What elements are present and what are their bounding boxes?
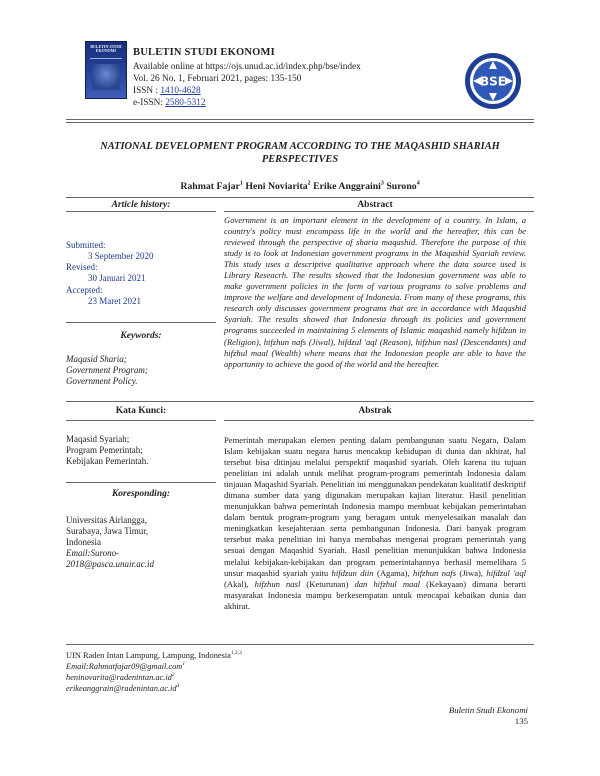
- keyword-3: Government Policy.: [66, 376, 138, 386]
- footnote-email-3: $erikeanggrain@radenintan.ac.id^3$: [66, 683, 180, 693]
- eissn-label: e-ISSN:: [133, 98, 166, 108]
- footer-journal-name: Buletin Studi Ekonomi: [448, 705, 528, 715]
- journal-eissn: [133, 97, 206, 109]
- header-rule: [66, 119, 534, 120]
- journal-volume: Vol. 26 No. 1, Februari 2021, pages: 135-150: [133, 74, 302, 84]
- koresponding-email-1: Email:Surono-: [66, 548, 120, 558]
- section-rule-mid: [66, 401, 534, 402]
- koresponding-line-1: Universitas Airlangga,: [66, 515, 147, 525]
- kata-kunci-2: Program Pemerintah;: [66, 445, 143, 455]
- abstrak-text: Pemerintah merupakan elemen penting dalam pembangunan suatu Negara, Dalam Islam kebijakan suatu negara harus mencakup kehidupan di dunia dan akhirat, hal tersebut bisa ditinjau melalui perspektif maqashid syariah. Oleh karena itu tujuan penelitian ini adalah untuk melihat program-program pemerintah Indonesia dalam tinjauan Maqashid Syariah. Penelitian ini menggunakan pendekatan kualitatif deskriptif dimana sumber data yang digunakan merupakan kajian literatur. Hasil penelitian menunjukkan bahwa pemerintah Indonesia mampu membuat kebijakan pemerintahan dalam bentuk program-program yang beragam untuk menyelesaikan masalah dan meningkatkan kesejahteraan serta pembangunan Indonesia. Dari banyak program tersebut maka penelitian ini hanya membahas mengenai program pemerintah yang sesuai dengan Maqashid Syariah. Hasil penelitian menunjukkan bahwa Indonesia melalui kebijakan-kebijakan dan program pemerintahannya berhasil memelihara 5 unsur maqashid syariah yaitu hifdzun diin (Agama), hifzhun nafs (Jiwa), hifdzul 'aql (Akal), hifzhun nasl (Keturunan) dan hifzhul maal (Kekayaan) dimana berarti masyarakat Indonesia mampu berkesempatan untuk mencapai kebaikan dunia dan akhirat.: [224, 435, 527, 611]
- koresponding-line-2: Surabaya, Jawa Timur,: [66, 526, 149, 536]
- keyword-1: Maqasid Sharia;: [66, 354, 127, 364]
- koresponding-line-3: Indonesia: [66, 537, 101, 547]
- issn-label: ISSN :: [133, 86, 161, 96]
- abstract-heading: Abstract: [357, 200, 393, 210]
- kata-kunci-1: Maqasid Syariah;: [66, 434, 130, 444]
- author-list: [66, 181, 534, 192]
- page-number: 135: [514, 716, 528, 726]
- footnote-email-2: $heninovarita@radenintan.ac.id^2$: [66, 672, 175, 682]
- accepted-date: 23 Maret 2021: [88, 296, 141, 306]
- abstrak-rule: [224, 420, 534, 421]
- abstract-text: Government is an important element in the development of a country. In Islam, a country's policy must encompass life in the world and the hereafter, this can be reviewed through the perspective of sharia maqashid. Therefore the purpose of this study is to look at Indonesian government programs in the Maqashid Syariah review. This study uses a descriptive qualitative approach where the data source used is Library Reseacrh. The results showed that the Indonesian government was able to make government policies in the form of various programs to solve problems and improve the welfare and development of Indonesia. From many of these programs, this research only discusses government programs that are in accordance with Maqashid Syariah. The results showed that Indonesia through its policies and government programs succeeded in maintaining 5 elements of Islamic maqashid namely hifdzun in (Religion), hifzhun nafs (Jiwal), hifdzul 'aql (Reason), hifzhun nasl (Descendants) and hifzhul maal (Wealth) where means that the Indonesian people are able to have the opportunity to achieve the good of the world and the hereafter.: [224, 215, 526, 369]
- journal-available-online: Available online at https://ojs.unud.ac.id/index.php/bse/index: [133, 62, 361, 72]
- abstrak-heading: Abstrak: [358, 406, 392, 416]
- footnote-affiliation: UIN Raden Intan Lampung, Lampung, Indonesia$^{1,2,3}$: [66, 650, 242, 660]
- kata-kunci-3: Kebijakan Pemerintah.: [66, 456, 149, 466]
- paper-title: NATIONAL DEVELOPMENT PROGRAM ACCORDING TO THE MAQASHID SHARIAH PERSPECTIVES: [100, 141, 500, 165]
- cover-title: BULETIN STUDI EKONOMI: [90, 44, 122, 54]
- header-rule-2: [66, 122, 534, 123]
- journal-cover-image: [86, 42, 126, 98]
- abstract-head-rule: [224, 211, 534, 212]
- koresponding-heading: Koresponding:: [111, 489, 171, 499]
- koresponding-email-2: 2018@pasca.unair.ac.id: [66, 559, 155, 569]
- accepted-label: Accepted:: [66, 285, 103, 295]
- koresponding-rule: [66, 482, 216, 483]
- cover-illustration: [92, 64, 120, 90]
- footnote-rule: [66, 644, 534, 645]
- journal-title: BULETIN STUDI EKONOMI: [133, 47, 275, 58]
- author-2: Heni Noviarita$^2$: [245, 181, 311, 193]
- revised-label: Revised:: [66, 262, 98, 272]
- history-head-rule: [66, 211, 216, 212]
- author-3: Erike Anggraini$^3$: [313, 181, 384, 193]
- keyword-2: Government Program;: [66, 365, 148, 375]
- submitted-date: 3 September 2020: [88, 251, 154, 261]
- eissn-link[interactable]: 2580-5312: [165, 98, 206, 108]
- kata-kunci-rule: [66, 420, 216, 421]
- bse-logo-text: BSE: [480, 74, 506, 89]
- author-1: Rahmat Fajar$^1$: [180, 181, 243, 193]
- keywords-heading: Keywords:: [120, 331, 162, 341]
- issn-link[interactable]: 1410-4628: [160, 86, 201, 96]
- bse-logo: [463, 51, 523, 111]
- kata-kunci-heading: Kata Kunci:: [115, 406, 167, 416]
- keywords-rule: [66, 322, 216, 323]
- author-4: Surono$^4$: [386, 181, 420, 193]
- cover-divider: [90, 58, 122, 59]
- article-history-heading: Article history:: [111, 200, 171, 210]
- section-rule-top: [66, 197, 534, 198]
- footnote-email-1: Email:Rahmatfajar09@gmail.com$^1$: [66, 661, 186, 671]
- revised-date: 30 Januari 2021: [88, 273, 146, 283]
- journal-issn: [133, 85, 201, 97]
- submitted-label: Submitted:: [66, 240, 106, 250]
